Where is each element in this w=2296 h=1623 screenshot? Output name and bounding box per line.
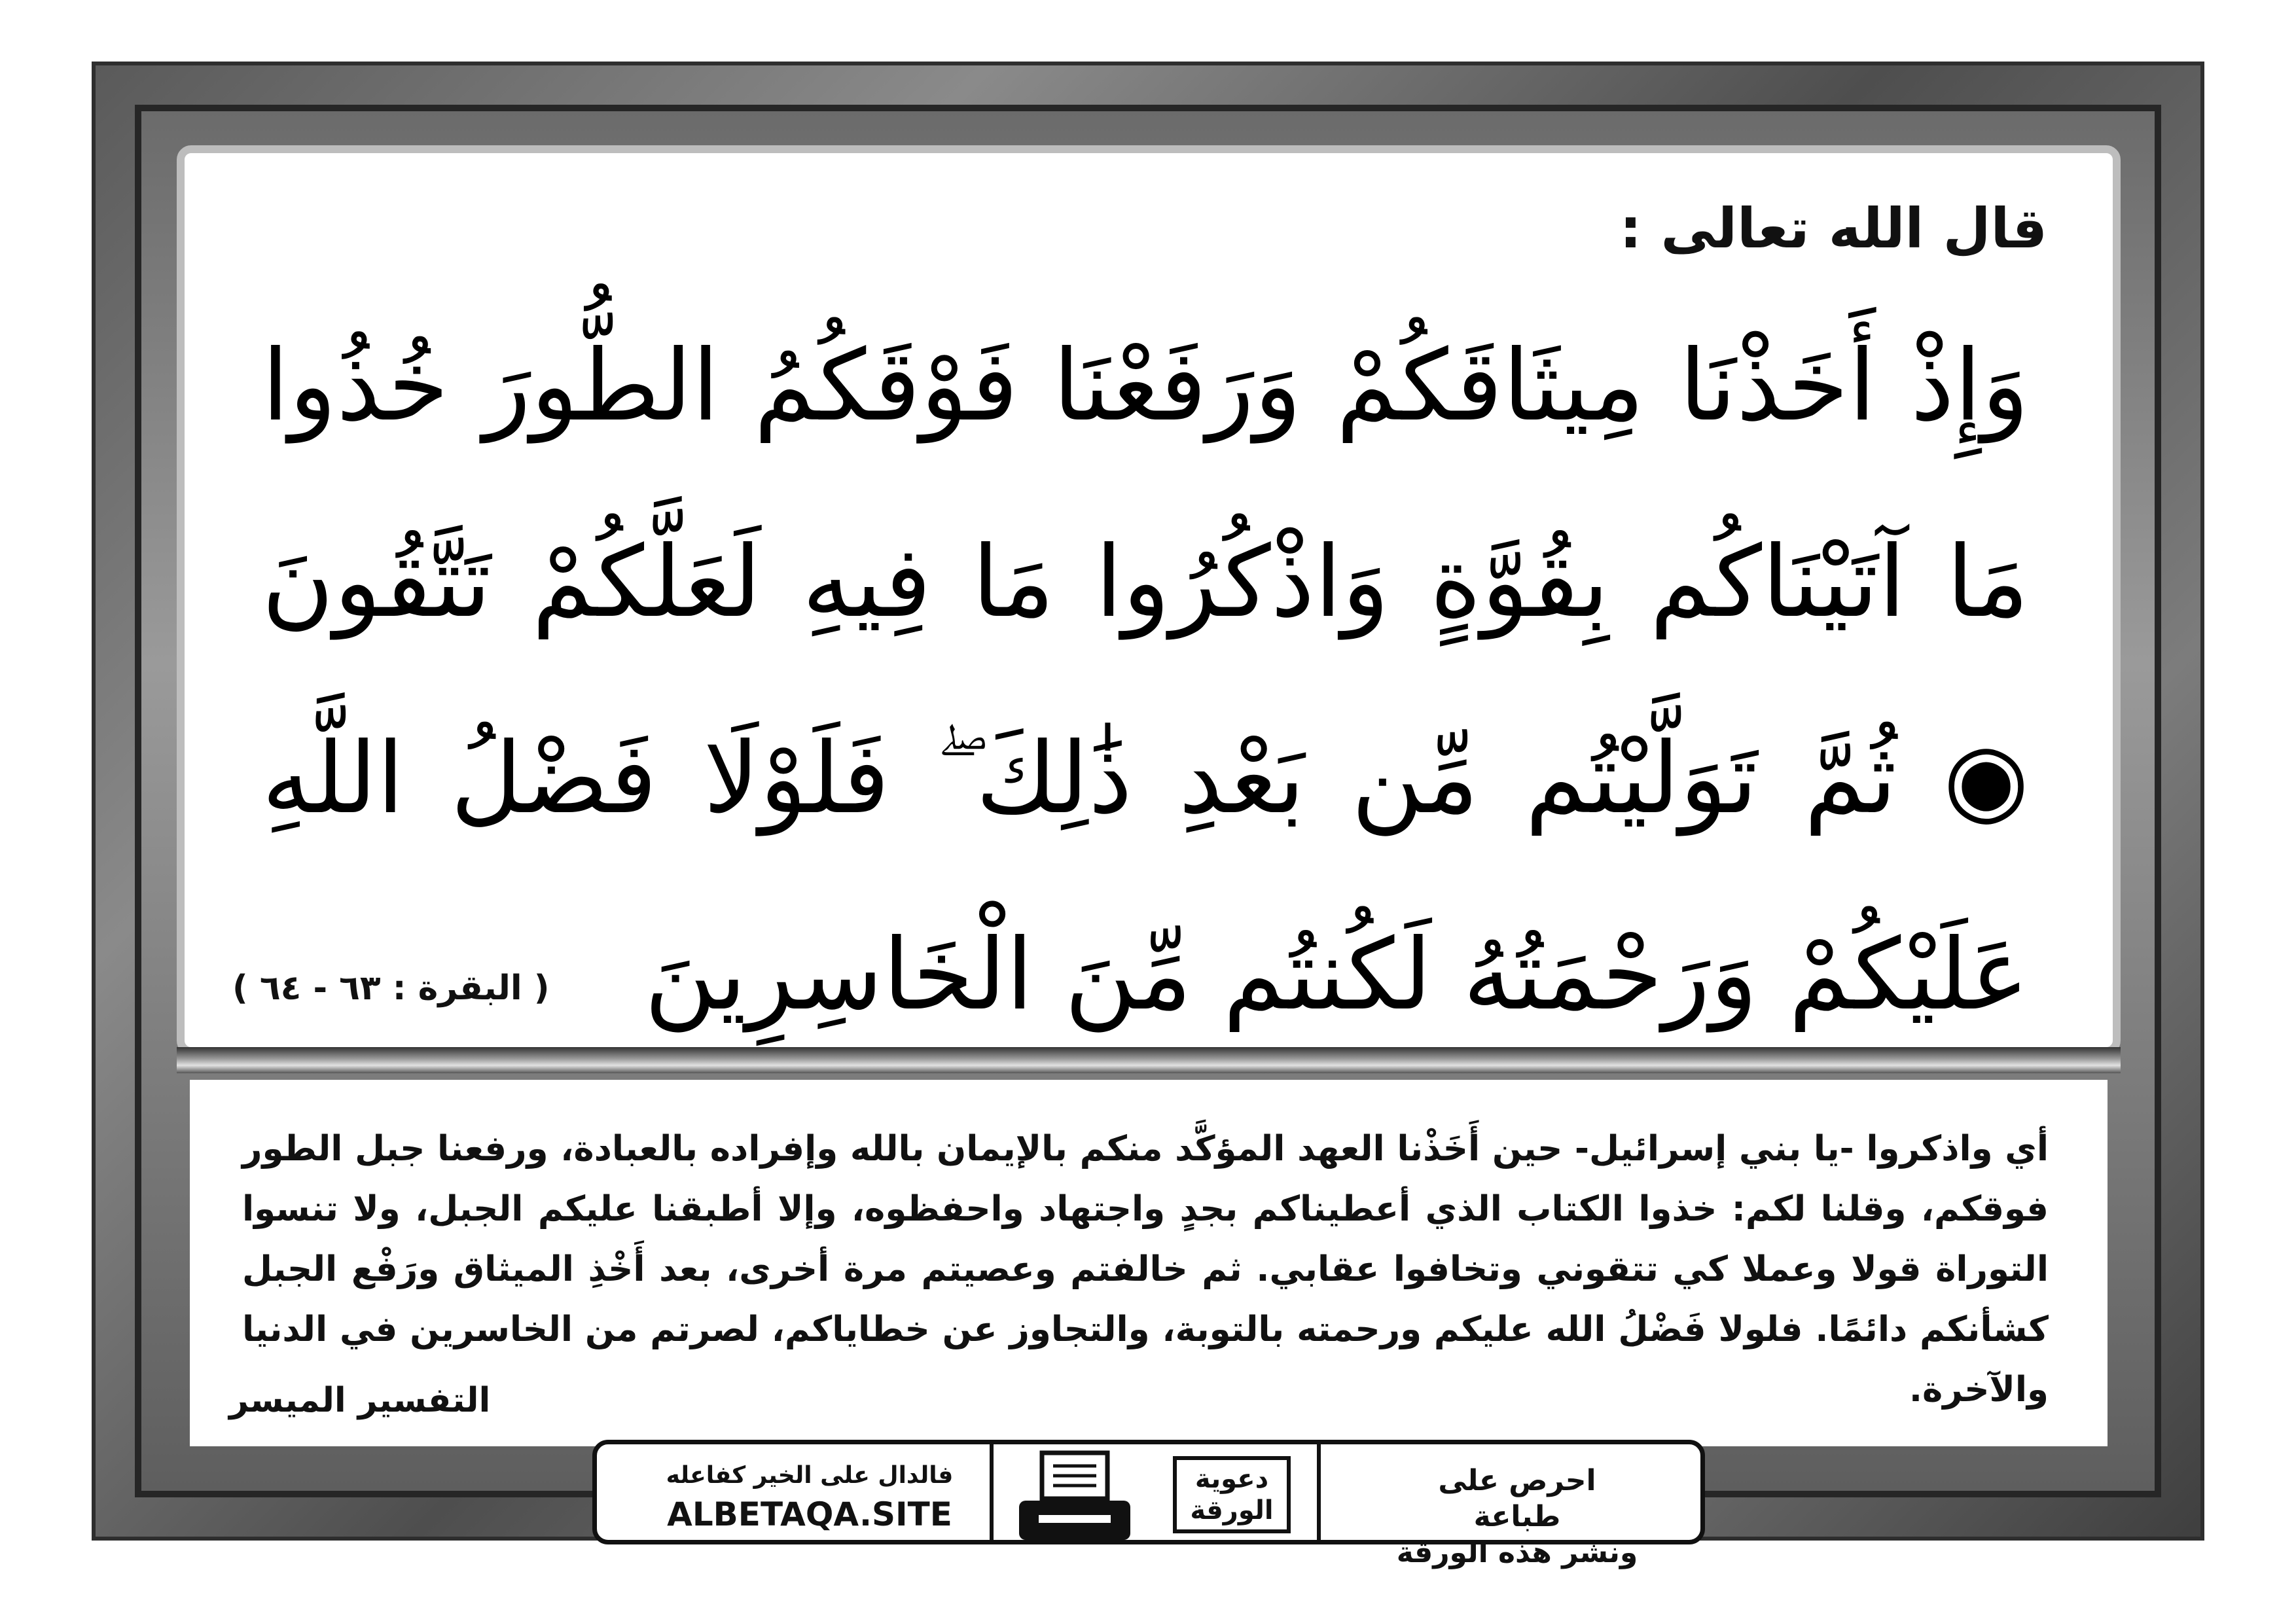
dawah-logo bbox=[1173, 1456, 1291, 1533]
footer-motto: فالدال على الخير كفاعله bbox=[666, 1462, 954, 1489]
surah-reference: ( البقرة : ٦٣ - ٦٤ ) bbox=[232, 969, 550, 1008]
footer-bar bbox=[592, 1440, 1705, 1569]
logo-line-2: الورقة bbox=[1190, 1495, 1274, 1525]
tafsir-source: التفسير الميسر bbox=[229, 1381, 491, 1420]
slogan-line-2: ونشر هذه الورقة bbox=[1396, 1536, 1638, 1569]
slogan-line-1: احرص على طباعة bbox=[1438, 1464, 1596, 1533]
footer-divider-left bbox=[990, 1444, 994, 1540]
verse-heading: قال الله تعالى : bbox=[1619, 196, 2047, 260]
quran-verse: وَإِذْ أَخَذْنَا مِيثَاقَكُمْ وَرَفَعْنَا فَوْقَكُمُ الطُّورَ خُذُوا مَا آتَيْنَاكُم بِقُوَّةٍ وَاذْكُرُوا مَا فِيهِ لَعَلَّكُمْ تَتَّقُونَ ◉ ثُمَّ تَوَلَّيْتُم مِّن بَعْدِ ذَٰلِكَ ۖ فَلَوْلَا فَضْلُ اللَّهِ عَلَيْكُمْ وَرَحْمَتُهُ لَكُنتُم مِّنَ الْخَاسِرِينَ bbox=[262, 329, 2029, 1032]
footer-site[interactable]: ALBETAQA.SITE bbox=[667, 1495, 952, 1533]
printer-icon bbox=[1013, 1450, 1137, 1544]
logo-line-1: دعوية bbox=[1194, 1464, 1269, 1494]
footer-slogan bbox=[1393, 1463, 1641, 1571]
footer-divider-right bbox=[1317, 1444, 1321, 1540]
tafsir-text: أي واذكروا -يا بني إسرائيل- حين أَخَذْنا العهد المؤكَّد منكم بالإيمان بالله وإفراده بالعبادة، ورفعنا جبل الطور فوقكم، وقلنا لكم: خذوا الكتاب الذي أعطيناكم بجدٍ واجتهاد واحفظوه، وإلا أطبقنا عليكم الجبل، ولا تنسوا التوراة قولا وعملا كي تتقوني وتخافوا عقابي. ثم خالفتم وعصيتم مرة أخرى، بعد أَخْذِ الميثاق ورَفْع الجبل كشأنكم دائمًا. فلولا فَضْلُ الله عليكم ورحمته بالتوبة، والتجاوز عن خطاياكم، لصرتم من الخاسرين في الدنيا والآخرة. bbox=[242, 1129, 2049, 1410]
footer-site-block bbox=[656, 1459, 963, 1536]
